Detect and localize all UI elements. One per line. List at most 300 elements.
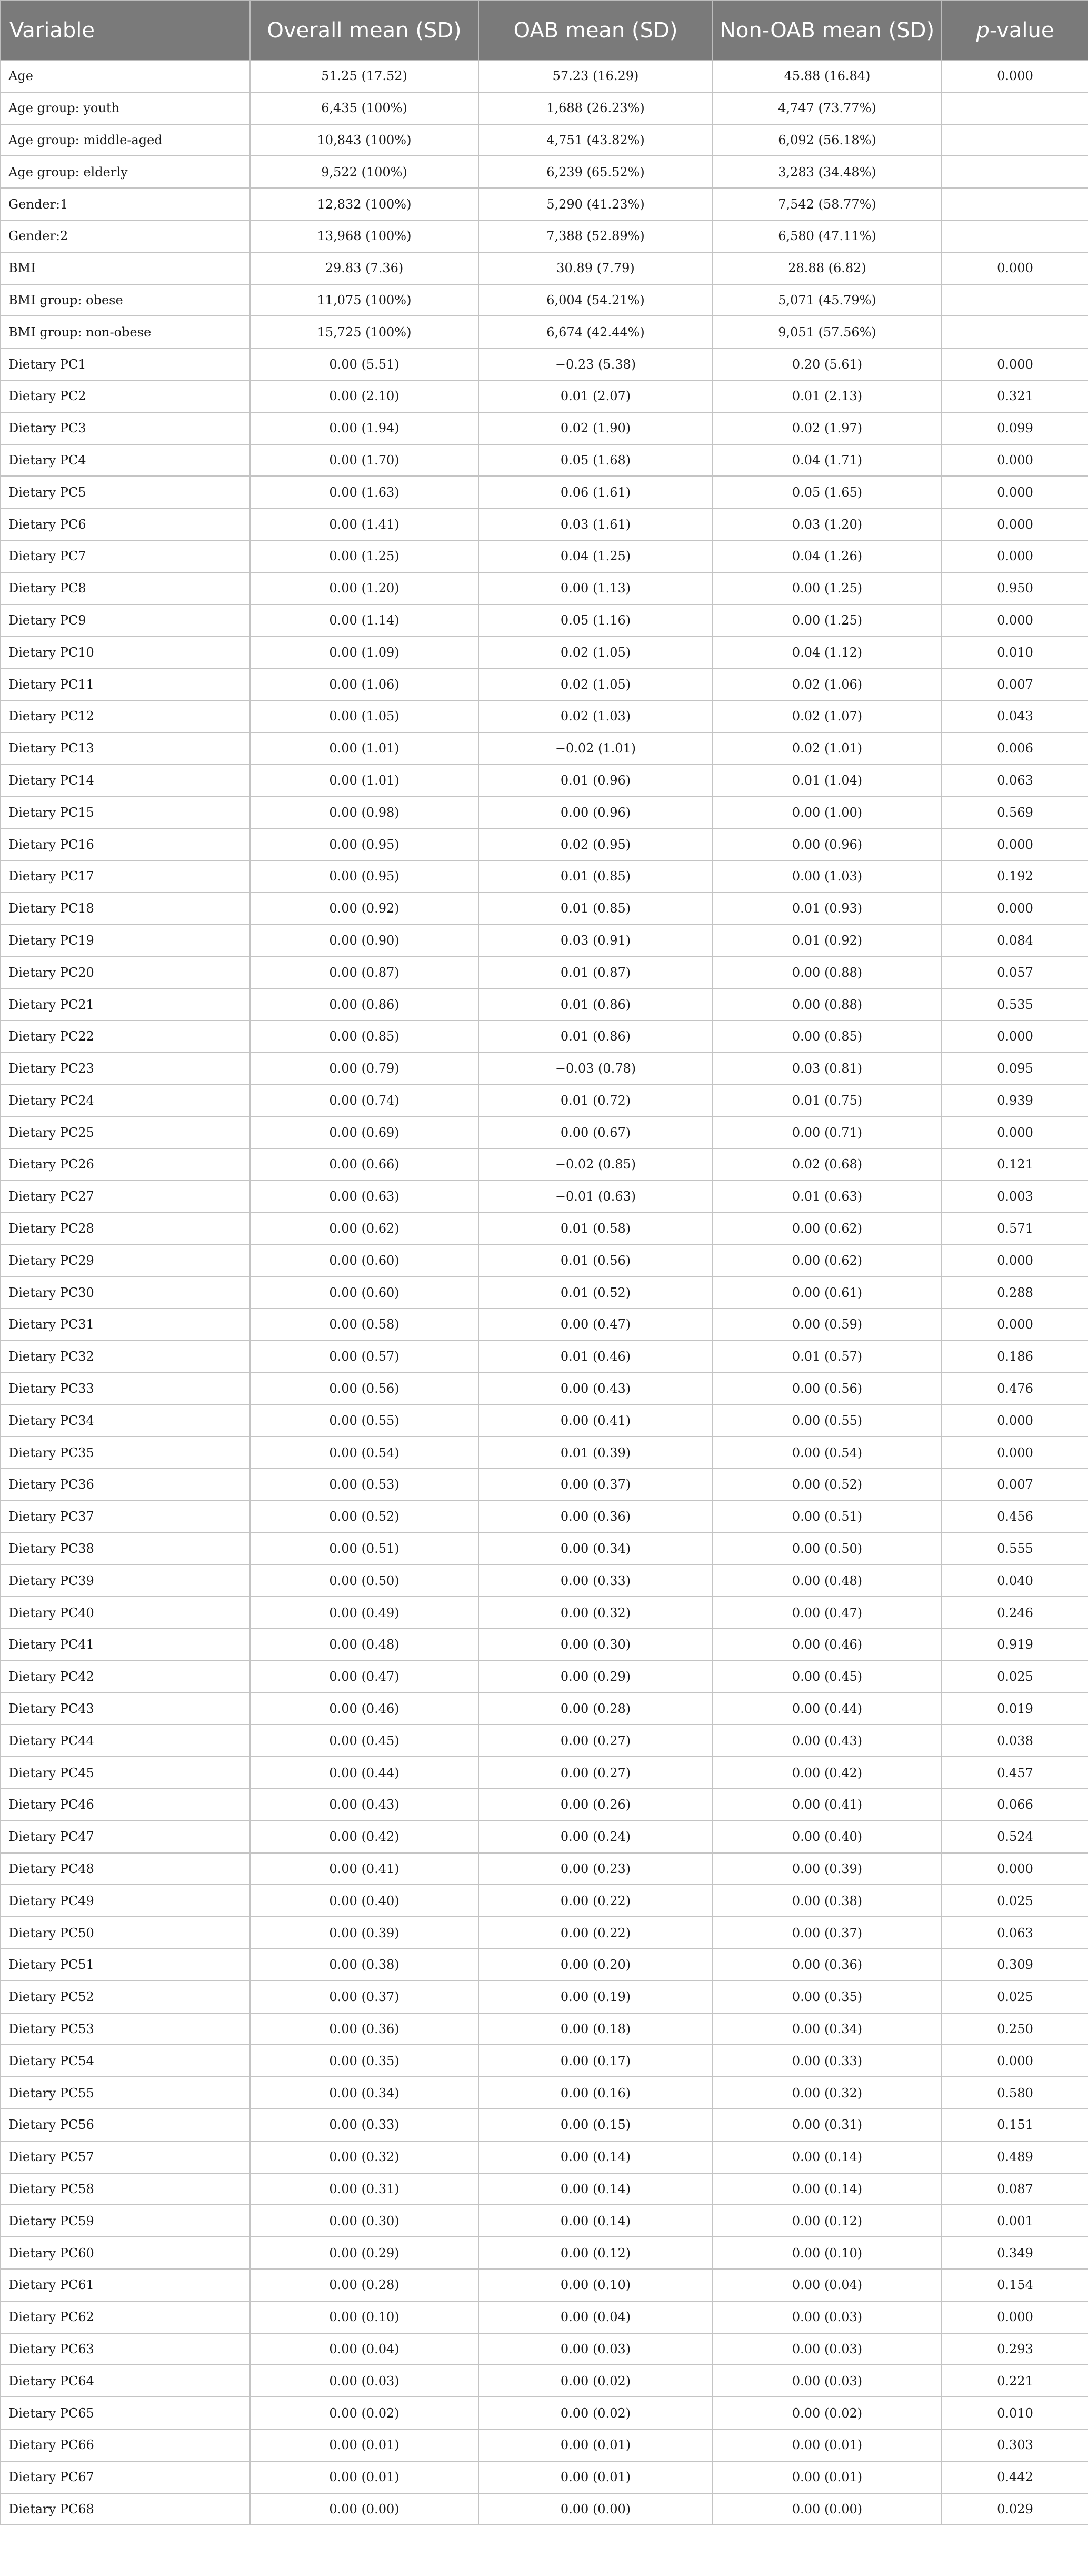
cell-overall-mean: 0.00 (0.37) xyxy=(250,1981,478,2013)
cell-oab-mean: −0.02 (1.01) xyxy=(478,732,713,765)
cell-non-oab-mean: 0.00 (0.54) xyxy=(713,1436,942,1469)
cell-variable: Dietary PC52 xyxy=(1,1981,250,2013)
cell-overall-mean: 0.00 (0.35) xyxy=(250,2045,478,2077)
table-row xyxy=(1,732,1088,765)
cell-non-oab-mean: 0.00 (0.59) xyxy=(713,1309,942,1341)
cell-variable: Dietary PC26 xyxy=(1,1148,250,1181)
cell-oab-mean: −0.01 (0.63) xyxy=(478,1181,713,1213)
table-row xyxy=(1,2301,1088,2333)
cell-oab-mean: 0.00 (0.28) xyxy=(478,1693,713,1725)
cell-p-value xyxy=(942,316,1088,348)
table-row xyxy=(1,1116,1088,1148)
cell-variable: Dietary PC41 xyxy=(1,1629,250,1661)
cell-variable: Age group: middle-aged xyxy=(1,124,250,156)
cell-overall-mean: 0.00 (0.58) xyxy=(250,1309,478,1341)
cell-p-value: 0.025 xyxy=(942,1661,1088,1693)
table-row xyxy=(1,1276,1088,1309)
cell-non-oab-mean: 0.01 (2.13) xyxy=(713,380,942,412)
cell-p-value: 0.000 xyxy=(942,1244,1088,1276)
table-row xyxy=(1,2397,1088,2429)
table-row xyxy=(1,124,1088,156)
cell-variable: Dietary PC33 xyxy=(1,1373,250,1405)
cell-p-value: 0.038 xyxy=(942,1725,1088,1757)
cell-variable: BMI xyxy=(1,252,250,284)
cell-p-value: 0.246 xyxy=(942,1597,1088,1629)
cell-non-oab-mean: 0.00 (0.52) xyxy=(713,1469,942,1501)
cell-non-oab-mean: 6,092 (56.18%) xyxy=(713,124,942,156)
cell-oab-mean: 0.00 (0.16) xyxy=(478,2077,713,2109)
table-row xyxy=(1,1309,1088,1341)
cell-variable: Dietary PC20 xyxy=(1,956,250,988)
cell-p-value: 0.192 xyxy=(942,860,1088,893)
cell-overall-mean: 0.00 (0.38) xyxy=(250,1949,478,1981)
cell-non-oab-mean: 0.00 (0.03) xyxy=(713,2333,942,2365)
cell-p-value: 0.000 xyxy=(942,2045,1088,2077)
cell-non-oab-mean: 0.00 (0.34) xyxy=(713,2013,942,2045)
cell-overall-mean: 0.00 (1.25) xyxy=(250,540,478,572)
table-row xyxy=(1,700,1088,732)
cell-overall-mean: 51.25 (17.52) xyxy=(250,60,478,92)
table-row xyxy=(1,316,1088,348)
cell-p-value: 0.003 xyxy=(942,1181,1088,1213)
table-row xyxy=(1,765,1088,797)
table-row xyxy=(1,1085,1088,1117)
cell-variable: Dietary PC31 xyxy=(1,1309,250,1341)
table-row xyxy=(1,2109,1088,2141)
cell-p-value: 0.000 xyxy=(942,1309,1088,1341)
cell-p-value: 0.007 xyxy=(942,1469,1088,1501)
cell-p-value: 0.087 xyxy=(942,2173,1088,2205)
cell-oab-mean: 0.00 (0.27) xyxy=(478,1757,713,1789)
cell-variable: Dietary PC17 xyxy=(1,860,250,893)
cell-non-oab-mean: 0.04 (1.26) xyxy=(713,540,942,572)
cell-variable: Dietary PC22 xyxy=(1,1021,250,1053)
cell-non-oab-mean: 0.00 (0.45) xyxy=(713,1661,942,1693)
cell-non-oab-mean: 0.20 (5.61) xyxy=(713,348,942,380)
cell-overall-mean: 0.00 (0.74) xyxy=(250,1085,478,1117)
header-non-oab-label: Non-OAB mean (SD) xyxy=(720,18,935,43)
cell-p-value xyxy=(942,284,1088,316)
cell-p-value: 0.151 xyxy=(942,2109,1088,2141)
cell-variable: Dietary PC47 xyxy=(1,1821,250,1853)
cell-variable: Dietary PC4 xyxy=(1,444,250,477)
cell-oab-mean: 0.02 (1.05) xyxy=(478,668,713,700)
cell-non-oab-mean: 0.02 (1.06) xyxy=(713,668,942,700)
cell-overall-mean: 0.00 (0.54) xyxy=(250,1436,478,1469)
cell-oab-mean: 0.00 (0.19) xyxy=(478,1981,713,2013)
table-row xyxy=(1,605,1088,637)
table-row xyxy=(1,2365,1088,2397)
table-row xyxy=(1,1469,1088,1501)
cell-overall-mean: 9,522 (100%) xyxy=(250,156,478,188)
cell-overall-mean: 0.00 (0.52) xyxy=(250,1501,478,1533)
cell-overall-mean: 0.00 (0.01) xyxy=(250,2429,478,2461)
cell-non-oab-mean: 0.00 (0.46) xyxy=(713,1629,942,1661)
table-row xyxy=(1,476,1088,508)
table-row xyxy=(1,1597,1088,1629)
cell-p-value xyxy=(942,188,1088,220)
cell-non-oab-mean: 0.00 (0.62) xyxy=(713,1213,942,1245)
cell-oab-mean: 0.00 (0.00) xyxy=(478,2493,713,2525)
cell-overall-mean: 0.00 (0.03) xyxy=(250,2365,478,2397)
cell-variable: Dietary PC34 xyxy=(1,1404,250,1436)
cell-oab-mean: 0.01 (0.52) xyxy=(478,1276,713,1309)
cell-oab-mean: 0.01 (0.58) xyxy=(478,1213,713,1245)
cell-variable: Dietary PC54 xyxy=(1,2045,250,2077)
cell-variable: Age group: elderly xyxy=(1,156,250,188)
cell-variable: Dietary PC5 xyxy=(1,476,250,508)
cell-overall-mean: 0.00 (0.60) xyxy=(250,1244,478,1276)
cell-p-value: 0.000 xyxy=(942,508,1088,540)
cell-p-value: 0.524 xyxy=(942,1821,1088,1853)
cell-p-value xyxy=(942,220,1088,252)
cell-non-oab-mean: 0.00 (0.88) xyxy=(713,988,942,1021)
cell-oab-mean: 0.02 (1.05) xyxy=(478,636,713,668)
cell-p-value: 0.457 xyxy=(942,1757,1088,1789)
cell-variable: Gender:2 xyxy=(1,220,250,252)
cell-overall-mean: 0.00 (0.51) xyxy=(250,1533,478,1565)
cell-variable: Dietary PC24 xyxy=(1,1085,250,1117)
table-row xyxy=(1,1341,1088,1373)
cell-p-value: 0.309 xyxy=(942,1949,1088,1981)
table-row xyxy=(1,1244,1088,1276)
table-row xyxy=(1,668,1088,700)
cell-p-value: 0.939 xyxy=(942,1085,1088,1117)
table-row xyxy=(1,956,1088,988)
cell-variable: Dietary PC36 xyxy=(1,1469,250,1501)
cell-overall-mean: 0.00 (0.50) xyxy=(250,1564,478,1597)
cell-overall-mean: 0.00 (0.36) xyxy=(250,2013,478,2045)
cell-oab-mean: 0.00 (0.34) xyxy=(478,1533,713,1565)
header-overall-mean: Overall mean (SD) xyxy=(250,1,478,60)
header-p-letter: p xyxy=(976,18,990,43)
cell-variable: Dietary PC60 xyxy=(1,2237,250,2269)
table-row xyxy=(1,988,1088,1021)
table-row xyxy=(1,1436,1088,1469)
cell-non-oab-mean: 0.00 (0.51) xyxy=(713,1501,942,1533)
table-row xyxy=(1,220,1088,252)
cell-variable: Dietary PC51 xyxy=(1,1949,250,1981)
cell-variable: Dietary PC9 xyxy=(1,605,250,637)
cell-overall-mean: 0.00 (0.47) xyxy=(250,1661,478,1693)
cell-non-oab-mean: 0.00 (0.33) xyxy=(713,2045,942,2077)
cell-p-value: 0.063 xyxy=(942,1917,1088,1949)
table-row xyxy=(1,1564,1088,1597)
cell-non-oab-mean: 0.04 (1.71) xyxy=(713,444,942,477)
cell-oab-mean: 0.01 (0.46) xyxy=(478,1341,713,1373)
cell-variable: Dietary PC44 xyxy=(1,1725,250,1757)
cell-oab-mean: 0.03 (1.61) xyxy=(478,508,713,540)
cell-oab-mean: 0.00 (0.22) xyxy=(478,1885,713,1917)
table-row xyxy=(1,380,1088,412)
cell-variable: Dietary PC46 xyxy=(1,1789,250,1821)
cell-non-oab-mean: 0.00 (0.96) xyxy=(713,828,942,860)
cell-variable: Dietary PC61 xyxy=(1,2269,250,2301)
table-row xyxy=(1,893,1088,925)
cell-non-oab-mean: 0.00 (0.00) xyxy=(713,2493,942,2525)
cell-oab-mean: 0.00 (0.23) xyxy=(478,1853,713,1885)
cell-p-value: 0.000 xyxy=(942,2301,1088,2333)
cell-variable: Dietary PC32 xyxy=(1,1341,250,1373)
cell-non-oab-mean: 6,580 (47.11%) xyxy=(713,220,942,252)
cell-non-oab-mean: 0.00 (0.48) xyxy=(713,1564,942,1597)
cell-overall-mean: 0.00 (0.33) xyxy=(250,2109,478,2141)
cell-oab-mean: −0.23 (5.38) xyxy=(478,348,713,380)
table-row xyxy=(1,1821,1088,1853)
cell-oab-mean: 0.05 (1.16) xyxy=(478,605,713,637)
cell-oab-mean: 0.00 (0.41) xyxy=(478,1404,713,1436)
cell-non-oab-mean: 0.00 (0.32) xyxy=(713,2077,942,2109)
cell-variable: Dietary PC30 xyxy=(1,1276,250,1309)
cell-variable: Dietary PC67 xyxy=(1,2461,250,2493)
cell-non-oab-mean: 0.00 (1.03) xyxy=(713,860,942,893)
cell-non-oab-mean: 9,051 (57.56%) xyxy=(713,316,942,348)
cell-oab-mean: 0.01 (0.85) xyxy=(478,893,713,925)
table-row xyxy=(1,1693,1088,1725)
cell-p-value: 0.006 xyxy=(942,732,1088,765)
header-p-value xyxy=(942,1,1088,60)
table-row xyxy=(1,2141,1088,2173)
cell-variable: Dietary PC63 xyxy=(1,2333,250,2365)
table-row xyxy=(1,2333,1088,2365)
cell-non-oab-mean: 0.02 (0.68) xyxy=(713,1148,942,1181)
cell-oab-mean: 0.00 (0.17) xyxy=(478,2045,713,2077)
cell-non-oab-mean: 0.00 (0.12) xyxy=(713,2205,942,2237)
table-header xyxy=(1,1,1088,60)
cell-non-oab-mean: 3,283 (34.48%) xyxy=(713,156,942,188)
cell-variable: Dietary PC6 xyxy=(1,508,250,540)
table-row xyxy=(1,1021,1088,1053)
table-row xyxy=(1,828,1088,860)
cell-p-value: 0.095 xyxy=(942,1053,1088,1085)
cell-oab-mean: 7,388 (52.89%) xyxy=(478,220,713,252)
cell-oab-mean: 0.00 (0.20) xyxy=(478,1949,713,1981)
cell-oab-mean: 0.03 (0.91) xyxy=(478,925,713,957)
cell-non-oab-mean: 0.00 (0.50) xyxy=(713,1533,942,1565)
cell-variable: Dietary PC12 xyxy=(1,700,250,732)
cell-variable: Dietary PC2 xyxy=(1,380,250,412)
cell-non-oab-mean: 0.00 (0.43) xyxy=(713,1725,942,1757)
cell-non-oab-mean: 0.00 (0.41) xyxy=(713,1789,942,1821)
cell-overall-mean: 0.00 (0.30) xyxy=(250,2205,478,2237)
cell-overall-mean: 0.00 (0.60) xyxy=(250,1276,478,1309)
table-row xyxy=(1,412,1088,444)
cell-overall-mean: 0.00 (0.39) xyxy=(250,1917,478,1949)
cell-overall-mean: 0.00 (0.62) xyxy=(250,1213,478,1245)
cell-variable: Dietary PC14 xyxy=(1,765,250,797)
cell-p-value: 0.569 xyxy=(942,796,1088,828)
cell-overall-mean: 0.00 (0.01) xyxy=(250,2461,478,2493)
cell-overall-mean: 0.00 (1.14) xyxy=(250,605,478,637)
cell-non-oab-mean: 0.00 (0.55) xyxy=(713,1404,942,1436)
cell-oab-mean: 0.02 (1.03) xyxy=(478,700,713,732)
cell-overall-mean: 0.00 (0.43) xyxy=(250,1789,478,1821)
cell-variable: Dietary PC7 xyxy=(1,540,250,572)
table-row xyxy=(1,2205,1088,2237)
cell-p-value: 0.000 xyxy=(942,476,1088,508)
table-row xyxy=(1,1053,1088,1085)
cell-non-oab-mean: 0.01 (0.75) xyxy=(713,1085,942,1117)
cell-variable: Dietary PC50 xyxy=(1,1917,250,1949)
cell-oab-mean: 0.00 (0.33) xyxy=(478,1564,713,1597)
cell-variable: Dietary PC3 xyxy=(1,412,250,444)
table-row xyxy=(1,1789,1088,1821)
cell-overall-mean: 0.00 (0.42) xyxy=(250,1821,478,1853)
cell-overall-mean: 0.00 (1.06) xyxy=(250,668,478,700)
cell-p-value: 0.000 xyxy=(942,348,1088,380)
cell-non-oab-mean: 0.00 (0.44) xyxy=(713,1693,942,1725)
cell-variable: Dietary PC40 xyxy=(1,1597,250,1629)
cell-p-value: 0.000 xyxy=(942,60,1088,92)
cell-oab-mean: 0.00 (0.29) xyxy=(478,1661,713,1693)
header-p-suffix: -value xyxy=(989,18,1054,43)
cell-variable: BMI group: obese xyxy=(1,284,250,316)
cell-p-value: 0.919 xyxy=(942,1629,1088,1661)
cell-oab-mean: 0.01 (0.96) xyxy=(478,765,713,797)
table-row xyxy=(1,1885,1088,1917)
cell-p-value: 0.000 xyxy=(942,893,1088,925)
table-row xyxy=(1,860,1088,893)
cell-non-oab-mean: 0.02 (1.01) xyxy=(713,732,942,765)
cell-p-value xyxy=(942,92,1088,124)
cell-non-oab-mean: 0.01 (0.93) xyxy=(713,893,942,925)
cell-non-oab-mean: 0.01 (0.63) xyxy=(713,1181,942,1213)
cell-p-value: 0.250 xyxy=(942,2013,1088,2045)
cell-overall-mean: 0.00 (0.55) xyxy=(250,1404,478,1436)
cell-oab-mean: 0.01 (0.86) xyxy=(478,988,713,1021)
cell-overall-mean: 0.00 (0.10) xyxy=(250,2301,478,2333)
cell-non-oab-mean: 0.00 (0.14) xyxy=(713,2173,942,2205)
cell-oab-mean: 0.01 (0.56) xyxy=(478,1244,713,1276)
cell-oab-mean: 0.00 (0.47) xyxy=(478,1309,713,1341)
cell-non-oab-mean: 0.00 (0.02) xyxy=(713,2397,942,2429)
cell-oab-mean: 0.05 (1.68) xyxy=(478,444,713,477)
cell-variable: Dietary PC57 xyxy=(1,2141,250,2173)
cell-variable: Dietary PC62 xyxy=(1,2301,250,2333)
cell-p-value: 0.293 xyxy=(942,2333,1088,2365)
cell-p-value: 0.019 xyxy=(942,1693,1088,1725)
cell-variable: Dietary PC49 xyxy=(1,1885,250,1917)
cell-variable: Dietary PC68 xyxy=(1,2493,250,2525)
cell-p-value: 0.029 xyxy=(942,2493,1088,2525)
cell-overall-mean: 0.00 (0.49) xyxy=(250,1597,478,1629)
cell-non-oab-mean: 0.00 (0.62) xyxy=(713,1244,942,1276)
table-row xyxy=(1,925,1088,957)
cell-oab-mean: 0.00 (1.13) xyxy=(478,572,713,605)
cell-variable: Dietary PC27 xyxy=(1,1181,250,1213)
cell-overall-mean: 0.00 (0.41) xyxy=(250,1853,478,1885)
cell-overall-mean: 0.00 (0.02) xyxy=(250,2397,478,2429)
table-row xyxy=(1,2045,1088,2077)
cell-oab-mean: −0.02 (0.85) xyxy=(478,1148,713,1181)
cell-overall-mean: 0.00 (0.29) xyxy=(250,2237,478,2269)
cell-oab-mean: 0.00 (0.01) xyxy=(478,2461,713,2493)
cell-oab-mean: 0.00 (0.14) xyxy=(478,2173,713,2205)
table-row xyxy=(1,572,1088,605)
cell-oab-mean: 0.01 (0.72) xyxy=(478,1085,713,1117)
cell-p-value: 0.000 xyxy=(942,1436,1088,1469)
table-row xyxy=(1,2173,1088,2205)
cell-variable: Dietary PC21 xyxy=(1,988,250,1021)
table-row xyxy=(1,1533,1088,1565)
cell-overall-mean: 0.00 (0.45) xyxy=(250,1725,478,1757)
cell-non-oab-mean: 0.00 (0.40) xyxy=(713,1821,942,1853)
table-row xyxy=(1,444,1088,477)
cell-p-value: 0.000 xyxy=(942,828,1088,860)
cell-variable: Dietary PC59 xyxy=(1,2205,250,2237)
cell-oab-mean: 0.00 (0.26) xyxy=(478,1789,713,1821)
cell-p-value: 0.000 xyxy=(942,1404,1088,1436)
cell-overall-mean: 0.00 (1.70) xyxy=(250,444,478,477)
cell-overall-mean: 12,832 (100%) xyxy=(250,188,478,220)
cell-variable: Dietary PC39 xyxy=(1,1564,250,1597)
cell-p-value: 0.010 xyxy=(942,636,1088,668)
cell-overall-mean: 0.00 (0.95) xyxy=(250,828,478,860)
cell-non-oab-mean: 0.00 (0.38) xyxy=(713,1885,942,1917)
cell-p-value: 0.221 xyxy=(942,2365,1088,2397)
cell-variable: BMI group: non-obese xyxy=(1,316,250,348)
cell-oab-mean: 0.01 (0.86) xyxy=(478,1021,713,1053)
cell-non-oab-mean: 0.00 (0.03) xyxy=(713,2301,942,2333)
table-row xyxy=(1,252,1088,284)
cell-non-oab-mean: 0.03 (0.81) xyxy=(713,1053,942,1085)
cell-non-oab-mean: 4,747 (73.77%) xyxy=(713,92,942,124)
cell-overall-mean: 0.00 (0.46) xyxy=(250,1693,478,1725)
cell-p-value: 0.288 xyxy=(942,1276,1088,1309)
cell-oab-mean: 0.01 (0.85) xyxy=(478,860,713,893)
cell-oab-mean: 0.00 (0.30) xyxy=(478,1629,713,1661)
cell-oab-mean: 0.00 (0.15) xyxy=(478,2109,713,2141)
cell-oab-mean: −0.03 (0.78) xyxy=(478,1053,713,1085)
cell-p-value: 0.571 xyxy=(942,1213,1088,1245)
cell-p-value: 0.025 xyxy=(942,1885,1088,1917)
cell-p-value: 0.000 xyxy=(942,252,1088,284)
cell-non-oab-mean: 0.00 (0.31) xyxy=(713,2109,942,2141)
table-row xyxy=(1,1757,1088,1789)
cell-variable: Dietary PC13 xyxy=(1,732,250,765)
cell-oab-mean: 0.00 (0.14) xyxy=(478,2205,713,2237)
cell-non-oab-mean: 0.00 (0.39) xyxy=(713,1853,942,1885)
cell-variable: Age xyxy=(1,60,250,92)
table-row xyxy=(1,1404,1088,1436)
cell-p-value: 0.456 xyxy=(942,1501,1088,1533)
cell-non-oab-mean: 0.00 (0.85) xyxy=(713,1021,942,1053)
cell-p-value: 0.001 xyxy=(942,2205,1088,2237)
cell-non-oab-mean: 0.00 (0.42) xyxy=(713,1757,942,1789)
cell-overall-mean: 6,435 (100%) xyxy=(250,92,478,124)
cell-variable: Dietary PC35 xyxy=(1,1436,250,1469)
table-row xyxy=(1,2493,1088,2525)
table-row xyxy=(1,2077,1088,2109)
cell-variable: Dietary PC45 xyxy=(1,1757,250,1789)
cell-variable: Dietary PC19 xyxy=(1,925,250,957)
table-row xyxy=(1,1629,1088,1661)
table-row xyxy=(1,1148,1088,1181)
cell-p-value: 0.476 xyxy=(942,1373,1088,1405)
cell-p-value: 0.007 xyxy=(942,668,1088,700)
cell-overall-mean: 0.00 (0.34) xyxy=(250,2077,478,2109)
cell-variable: Dietary PC23 xyxy=(1,1053,250,1085)
cell-overall-mean: 0.00 (1.41) xyxy=(250,508,478,540)
cell-variable: Dietary PC48 xyxy=(1,1853,250,1885)
cell-non-oab-mean: 0.00 (1.00) xyxy=(713,796,942,828)
cell-p-value: 0.121 xyxy=(942,1148,1088,1181)
cell-p-value: 0.084 xyxy=(942,925,1088,957)
cell-oab-mean: 0.01 (2.07) xyxy=(478,380,713,412)
cell-variable: Dietary PC18 xyxy=(1,893,250,925)
table-row xyxy=(1,1917,1088,1949)
cell-oab-mean: 0.06 (1.61) xyxy=(478,476,713,508)
